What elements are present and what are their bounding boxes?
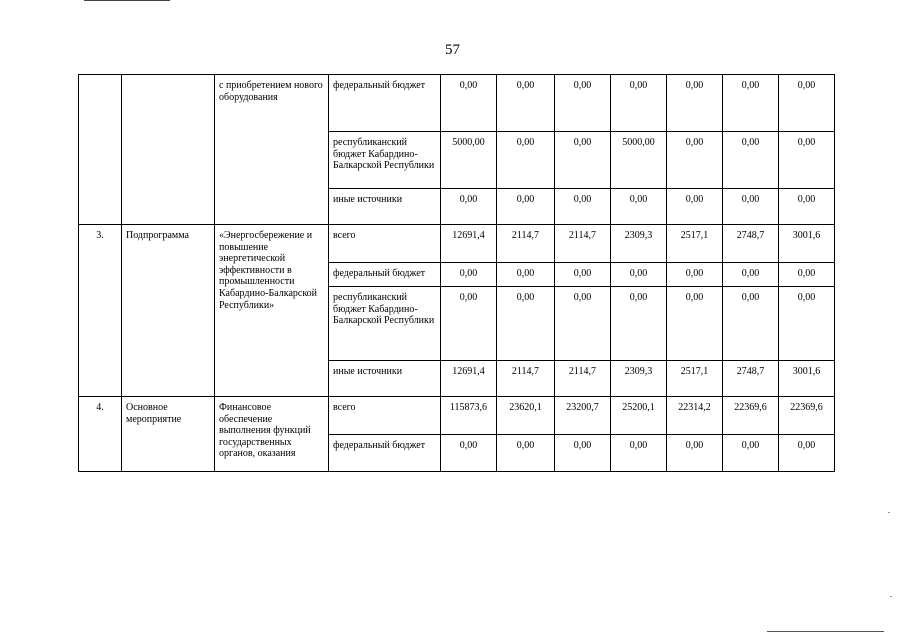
amount-cell: 0,00 [723, 189, 779, 225]
amount-cell: 0,00 [555, 75, 611, 132]
amount-cell: 0,00 [723, 435, 779, 472]
top-rule [84, 0, 170, 1]
row-type [122, 75, 215, 225]
row-number [79, 75, 122, 225]
amount-cell: 0,00 [779, 435, 835, 472]
amount-cell: 2517,1 [667, 225, 723, 263]
amount-cell: 23200,7 [555, 397, 611, 435]
amount-cell: 0,00 [441, 287, 497, 361]
amount-cell: 0,00 [723, 132, 779, 189]
amount-cell: 0,00 [779, 75, 835, 132]
amount-cell: 115873,6 [441, 397, 497, 435]
row-name: Финансовое обеспечение выполнения функций государственных органов, оказания [215, 397, 329, 472]
row-number: 3. [79, 225, 122, 397]
amount-cell: 22369,6 [723, 397, 779, 435]
table-row [79, 225, 835, 263]
amount-cell: 2114,7 [497, 361, 555, 397]
amount-cell: 0,00 [667, 189, 723, 225]
amount-cell: 0,00 [611, 435, 667, 472]
amount-cell: 0,00 [611, 75, 667, 132]
amount-cell: 0,00 [723, 263, 779, 287]
amount-cell: 25200,1 [611, 397, 667, 435]
scan-speck [890, 596, 892, 597]
amount-cell: 0,00 [779, 189, 835, 225]
amount-cell: 0,00 [441, 263, 497, 287]
amount-cell: 0,00 [611, 287, 667, 361]
amount-cell: 0,00 [497, 132, 555, 189]
funding-source: федеральный бюджет [329, 75, 441, 132]
budget-table [78, 74, 835, 472]
amount-cell: 0,00 [779, 132, 835, 189]
amount-cell: 0,00 [555, 189, 611, 225]
amount-cell: 0,00 [555, 435, 611, 472]
amount-cell: 0,00 [667, 132, 723, 189]
amount-cell: 2114,7 [555, 225, 611, 263]
amount-cell: 2309,3 [611, 361, 667, 397]
amount-cell: 0,00 [779, 263, 835, 287]
amount-cell: 2748,7 [723, 361, 779, 397]
funding-source: всего [329, 225, 441, 263]
amount-cell: 0,00 [441, 435, 497, 472]
amount-cell: 0,00 [441, 189, 497, 225]
amount-cell: 0,00 [497, 263, 555, 287]
table-row [79, 75, 835, 132]
amount-cell: 0,00 [441, 75, 497, 132]
amount-cell: 12691,4 [441, 361, 497, 397]
amount-cell: 5000,00 [441, 132, 497, 189]
table-row [79, 397, 835, 435]
funding-source: республиканский бюджет Кабардино-Балкарской Республики [329, 132, 441, 189]
amount-cell: 0,00 [667, 435, 723, 472]
funding-source: всего [329, 397, 441, 435]
amount-cell: 2114,7 [497, 225, 555, 263]
amount-cell: 0,00 [667, 287, 723, 361]
amount-cell: 0,00 [497, 287, 555, 361]
amount-cell: 2517,1 [667, 361, 723, 397]
amount-cell: 0,00 [667, 75, 723, 132]
funding-source: федеральный бюджет [329, 435, 441, 472]
row-number: 4. [79, 397, 122, 472]
amount-cell: 22314,2 [667, 397, 723, 435]
amount-cell: 0,00 [555, 132, 611, 189]
funding-source: республиканский бюджет Кабардино-Балкарской Республики [329, 287, 441, 361]
row-name: с приобретением нового оборудования [215, 75, 329, 225]
page-number: 57 [445, 42, 460, 58]
funding-source: федеральный бюджет [329, 263, 441, 287]
amount-cell: 12691,4 [441, 225, 497, 263]
row-type: Основное мероприятие [122, 397, 215, 472]
scan-speck [888, 512, 890, 513]
amount-cell: 0,00 [779, 287, 835, 361]
amount-cell: 0,00 [723, 75, 779, 132]
row-name: «Энергосбережение и повышение энергетической эффективности в промышленности Кабардино-Балкарской Республики» [215, 225, 329, 397]
amount-cell: 3001,6 [779, 225, 835, 263]
amount-cell: 23620,1 [497, 397, 555, 435]
amount-cell: 2114,7 [555, 361, 611, 397]
amount-cell: 22369,6 [779, 397, 835, 435]
amount-cell: 2748,7 [723, 225, 779, 263]
amount-cell: 0,00 [497, 189, 555, 225]
amount-cell: 0,00 [667, 263, 723, 287]
amount-cell: 0,00 [555, 287, 611, 361]
funding-source: иные источники [329, 361, 441, 397]
amount-cell: 2309,3 [611, 225, 667, 263]
amount-cell: 0,00 [611, 189, 667, 225]
amount-cell: 0,00 [723, 287, 779, 361]
funding-source: иные источники [329, 189, 441, 225]
amount-cell: 0,00 [555, 263, 611, 287]
row-type: Подпрограмма [122, 225, 215, 397]
bottom-rule [767, 631, 884, 632]
amount-cell: 5000,00 [611, 132, 667, 189]
amount-cell: 0,00 [611, 263, 667, 287]
amount-cell: 0,00 [497, 75, 555, 132]
amount-cell: 3001,6 [779, 361, 835, 397]
amount-cell: 0,00 [497, 435, 555, 472]
